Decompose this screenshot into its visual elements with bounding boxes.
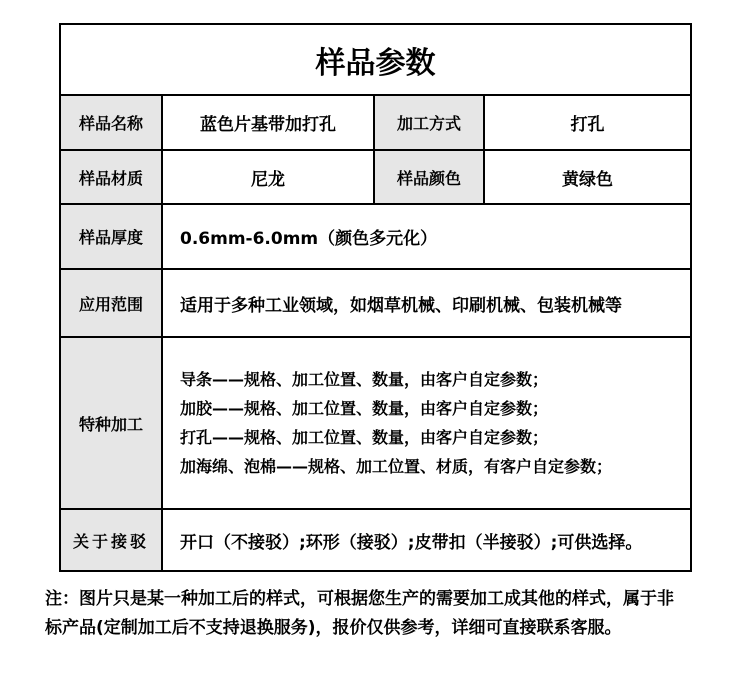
footnote bbox=[45, 585, 717, 643]
sample-name-value: 蓝色片基带加打孔 bbox=[162, 95, 374, 150]
sample-color-label: 样品颜色 bbox=[374, 150, 484, 204]
process-method-label: 加工方式 bbox=[374, 95, 484, 150]
sample-thickness-label: 样品厚度 bbox=[60, 204, 162, 269]
table-row-material-color bbox=[60, 150, 691, 204]
sample-material-value: 尼龙 bbox=[162, 150, 374, 204]
process-method-value: 打孔 bbox=[484, 95, 691, 150]
sample-thickness-value: 0.6mm-6.0mm（颜色多元化） bbox=[162, 204, 691, 269]
special-processing-line: 加海绵、泡棉——规格、加工位置、材质，有客户自定参数； bbox=[180, 457, 613, 476]
footnote-line: 注：图片只是某一种加工后的样式，可根据您生产的需要加工成其他的样式，属于非 bbox=[45, 589, 674, 609]
sample-material-label: 样品材质 bbox=[60, 150, 162, 204]
footnote-line: 标产品(定制加工后不支持退换服务)，报价仅供参考，详细可直接联系客服。 bbox=[45, 618, 622, 638]
page-title: 样品参数 bbox=[60, 24, 691, 95]
special-processing-line: 导条——规格、加工位置、数量，由客户自定参数； bbox=[180, 370, 549, 389]
special-processing-line: 加胶——规格、加工位置、数量，由客户自定参数； bbox=[180, 399, 549, 418]
special-processing-label: 特种加工 bbox=[60, 337, 162, 509]
title-row bbox=[60, 24, 691, 95]
splicing-label: 关于接驳 bbox=[60, 509, 162, 571]
table-row-splicing bbox=[60, 509, 691, 571]
table-row-special-processing bbox=[60, 337, 691, 509]
sample-color-value: 黄绿色 bbox=[484, 150, 691, 204]
table-row-thickness bbox=[60, 204, 691, 269]
table-row-application bbox=[60, 269, 691, 337]
application-scope-label: 应用范围 bbox=[60, 269, 162, 337]
special-processing-value bbox=[162, 337, 691, 509]
sample-parameters-table bbox=[59, 23, 692, 572]
special-processing-line: 打孔——规格、加工位置、数量，由客户自定参数； bbox=[180, 428, 549, 447]
application-scope-value: 适用于多种工业领域，如烟草机械、印刷机械、包装机械等 bbox=[162, 269, 691, 337]
splicing-value: 开口（不接驳）;环形（接驳）;皮带扣（半接驳）;可供选择。 bbox=[162, 509, 691, 571]
table-row-name-process bbox=[60, 95, 691, 150]
sample-name-label: 样品名称 bbox=[60, 95, 162, 150]
